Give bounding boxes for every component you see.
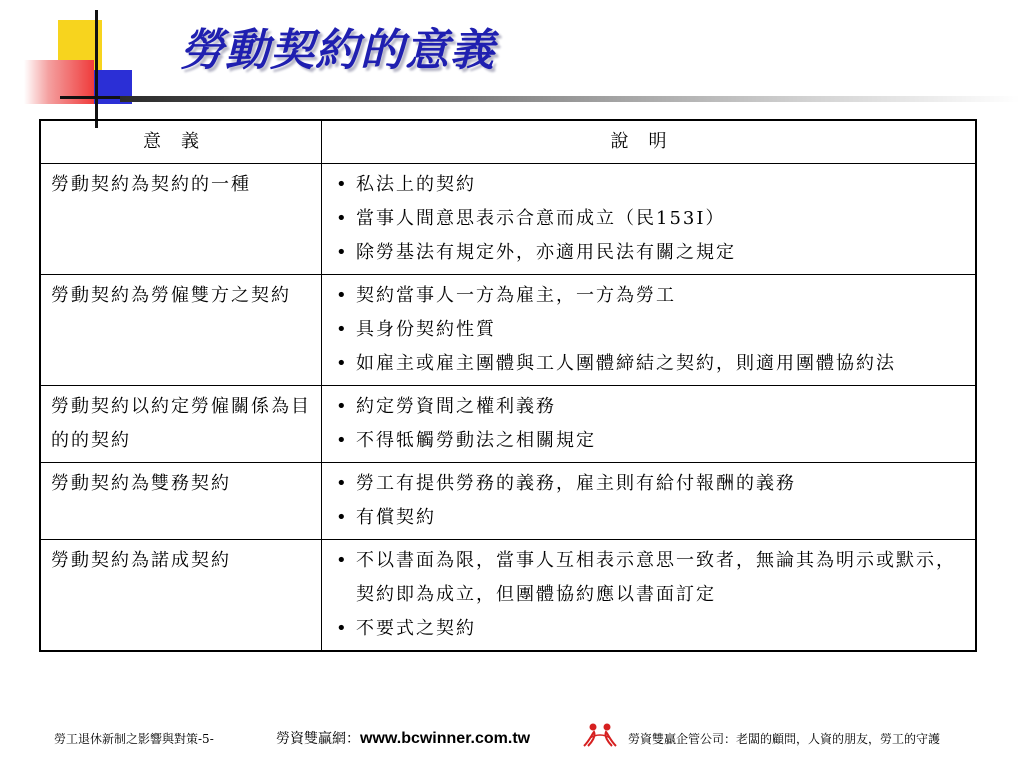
description-point: • 具身份契約性質 — [332, 313, 965, 347]
description-points — [332, 390, 965, 458]
description-points — [332, 467, 965, 535]
row-term: 勞動契約為勞僱雙方之契約 — [40, 275, 322, 386]
table-row — [40, 164, 976, 275]
description-point: • 勞工有提供勞務的義務，雇主則有給付報酬的義務 — [332, 467, 965, 501]
description-point: • 有償契約 — [332, 501, 965, 535]
header-description: 說明 — [322, 120, 977, 164]
description-points — [332, 279, 965, 381]
header-meaning: 意義 — [40, 120, 322, 164]
row-description — [322, 540, 977, 652]
table-row — [40, 463, 976, 540]
table-header-row — [40, 120, 976, 164]
decorative-vertical-line — [95, 10, 98, 128]
title-underline-rule — [120, 96, 1020, 102]
description-point: • 當事人間意思表示合意而成立（民153Ⅰ） — [332, 202, 965, 236]
row-description — [322, 463, 977, 540]
row-term: 勞動契約為諾成契約 — [40, 540, 322, 652]
footer-site-label: 勞資雙贏網： — [276, 731, 360, 747]
decorative-horizontal-line — [60, 96, 122, 99]
footer-slogan: 勞資雙贏企管公司：老闆的顧問，人資的朋友，勞工的守護 — [628, 732, 941, 746]
row-term: 勞動契約為雙務契約 — [40, 463, 322, 540]
table-row — [40, 275, 976, 386]
description-point: • 不以書面為限，當事人互相表示意思一致者，無論其為明示或默示，契約即為成立，但團體協約應以書面訂定 — [332, 544, 965, 612]
description-point: • 契約當事人一方為雇主，一方為勞工 — [332, 279, 965, 313]
page-title: 勞動契約的意義 — [180, 25, 495, 76]
footer-site — [276, 728, 530, 748]
footer — [0, 722, 1024, 752]
description-point: • 除勞基法有規定外，亦適用民法有關之規定 — [332, 236, 965, 270]
description-point: • 私法上的契約 — [332, 168, 965, 202]
row-description — [322, 275, 977, 386]
description-point: • 不得牴觸勞動法之相關規定 — [332, 424, 965, 458]
table-row — [40, 386, 976, 463]
footer-page-label: 勞工退休新制之影響與對策-5- — [54, 732, 214, 746]
meaning-table — [39, 119, 977, 652]
table-row — [40, 540, 976, 652]
description-point: • 不要式之契約 — [332, 612, 965, 646]
row-term: 勞動契約為契約的一種 — [40, 164, 322, 275]
description-points — [332, 168, 965, 270]
footer-site-url[interactable]: www.bcwinner.com.tw — [360, 730, 531, 747]
description-points — [332, 544, 965, 646]
description-point: • 如雇主或雇主團體與工人團體締結之契約，則適用團體協約法 — [332, 347, 965, 381]
description-point: • 約定勞資間之權利義務 — [332, 390, 965, 424]
row-description — [322, 386, 977, 463]
row-description — [322, 164, 977, 275]
table-body — [40, 164, 976, 652]
two-people-logo-icon — [580, 722, 620, 748]
row-term: 勞動契約以約定勞僱關係為目的的契約 — [40, 386, 322, 463]
